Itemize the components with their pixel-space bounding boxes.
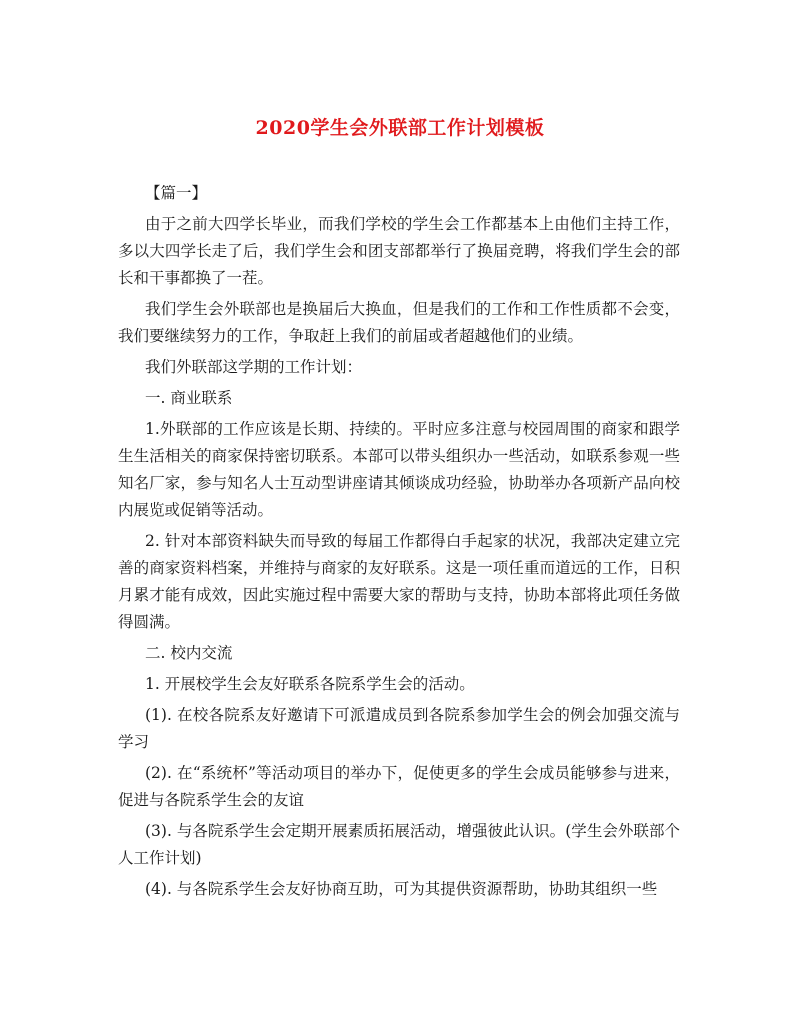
list-item: 1.外联部的工作应该是长期、持续的。平时应多注意与校园周围的商家和跟学生生活相关的商家保持密切联系。本部可以带头组织办一些活动，如联系参观一些知名厂家，参与知名人士互动型讲座请其倾谈成功经验，协助举办各项新产品向校内展览或促销等活动。	[118, 420, 680, 519]
section-marker: 【篇一】	[145, 184, 208, 202]
list-item: (4). 与各院系学生会友好协商互助，可为其提供资源帮助，协助其组织一些	[145, 880, 658, 898]
body-paragraph: 我们学生会外联部也是换届后大换血，但是我们的工作和工作性质都不会变，我们要继续努力的工作，争取赶上我们的前届或者超越他们的业绩。	[118, 300, 680, 345]
list-item: (1). 在校各院系友好邀请下可派遣成员到各院系参加学生会的例会加强交流与学习	[118, 706, 680, 751]
document-body	[118, 180, 680, 907]
body-paragraph: 由于之前大四学长毕业，而我们学校的学生会工作都基本上由他们主持工作，多以大四学长走了后，我们学生会和团支部都举行了换届竞聘，将我们学生会的部长和干事都换了一茬。	[118, 215, 680, 287]
section-heading: 二. 校内交流	[145, 644, 233, 662]
document-title: 2020学生会外联部工作计划模板	[255, 117, 545, 139]
list-item: 1. 开展校学生会友好联系各院系学生会的活动。	[145, 675, 475, 693]
body-paragraph: 我们外联部这学期的工作计划：	[145, 358, 363, 376]
section-heading: 一. 商业联系	[145, 389, 233, 407]
list-item: 2. 针对本部资料缺失而导致的每届工作都得白手起家的状况，我部决定建立完善的商家资料档案，并维持与商家的友好联系。这是一项任重而道远的工作，日积月累才能有成效，因此实施过程中需要大家的帮助与支持，协助本部将此项任务做得圆满。	[118, 532, 680, 631]
list-item: (3). 与各院系学生会定期开展素质拓展活动，增强彼此认识。(学生会外联部个人工作计划)	[118, 822, 680, 867]
list-item: (2). 在“系统杯”等活动项目的举办下，促使更多的学生会成员能够参与进来，促进与各院系学生会的友谊	[118, 764, 680, 809]
